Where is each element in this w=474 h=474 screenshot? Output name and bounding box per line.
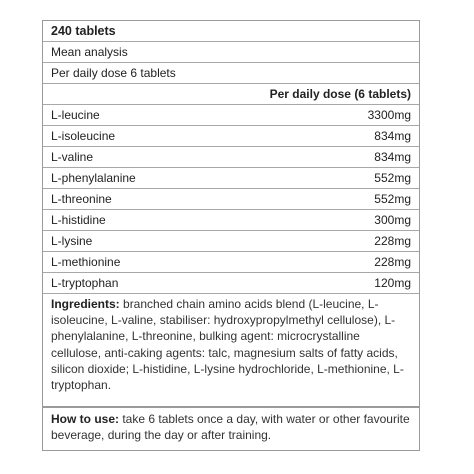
row-name: L-threonine (51, 192, 112, 206)
section-divider (43, 406, 419, 408)
ingredients-label: Ingredients: (51, 297, 120, 311)
how-to-use-label: How to use: (51, 412, 119, 426)
row-value: 228mg (374, 234, 411, 248)
ingredients-block (43, 294, 419, 420)
table-row (43, 105, 419, 126)
table-row (43, 210, 419, 231)
daily-dose-note-row (43, 63, 419, 84)
row-value: 228mg (374, 255, 411, 269)
row-value: 552mg (374, 171, 411, 185)
table-row (43, 252, 419, 273)
table-row (43, 231, 419, 252)
mean-analysis-label: Mean analysis (51, 45, 128, 59)
daily-dose-note-label: Per daily dose 6 tablets (51, 66, 176, 80)
row-value: 834mg (374, 150, 411, 164)
row-name: L-valine (51, 150, 94, 164)
mean-analysis-row (43, 42, 419, 63)
ingredients-text: branched chain amino acids blend (L-leucine, L-isoleucine, L-valine, stabiliser: hydroxypropylmethyl cellulose), L-phenylalanine, L-threonine, bulking agent: microcrystalline cellulose, anti-caking agents: talc, magnesium salts of fatty acids, silicon dioxide; L-histidine, L-lysine hydrochloride, L-methionine, L-tryptophan. (51, 297, 404, 393)
row-value: 552mg (374, 192, 411, 206)
table-row (43, 168, 419, 189)
row-value: 300mg (374, 213, 411, 227)
how-to-use-block (43, 409, 419, 450)
row-value: 3300mg (367, 108, 411, 122)
row-name: L-isoleucine (51, 129, 116, 143)
row-value: 834mg (374, 129, 411, 143)
how-to-use-text: take 6 tablets once a day, with water or other favourite beverage, during the day or after training. (51, 412, 410, 443)
row-name: L-histidine (51, 213, 106, 227)
table-row (43, 189, 419, 210)
row-name: L-methionine (51, 255, 121, 269)
nutrition-table (42, 20, 420, 451)
column-header-label: Per daily dose (6 tablets) (269, 87, 411, 101)
row-name: L-phenylalanine (51, 171, 136, 185)
row-name: L-leucine (51, 108, 100, 122)
row-name: L-lysine (51, 234, 93, 248)
row-value: 120mg (374, 276, 411, 290)
table-row (43, 147, 419, 168)
table-row (43, 126, 419, 147)
column-header-row (43, 84, 419, 105)
table-row (43, 273, 419, 294)
row-name: L-tryptophan (51, 276, 119, 290)
pack-size-title (43, 21, 419, 42)
pack-size-label: 240 tablets (51, 24, 116, 38)
